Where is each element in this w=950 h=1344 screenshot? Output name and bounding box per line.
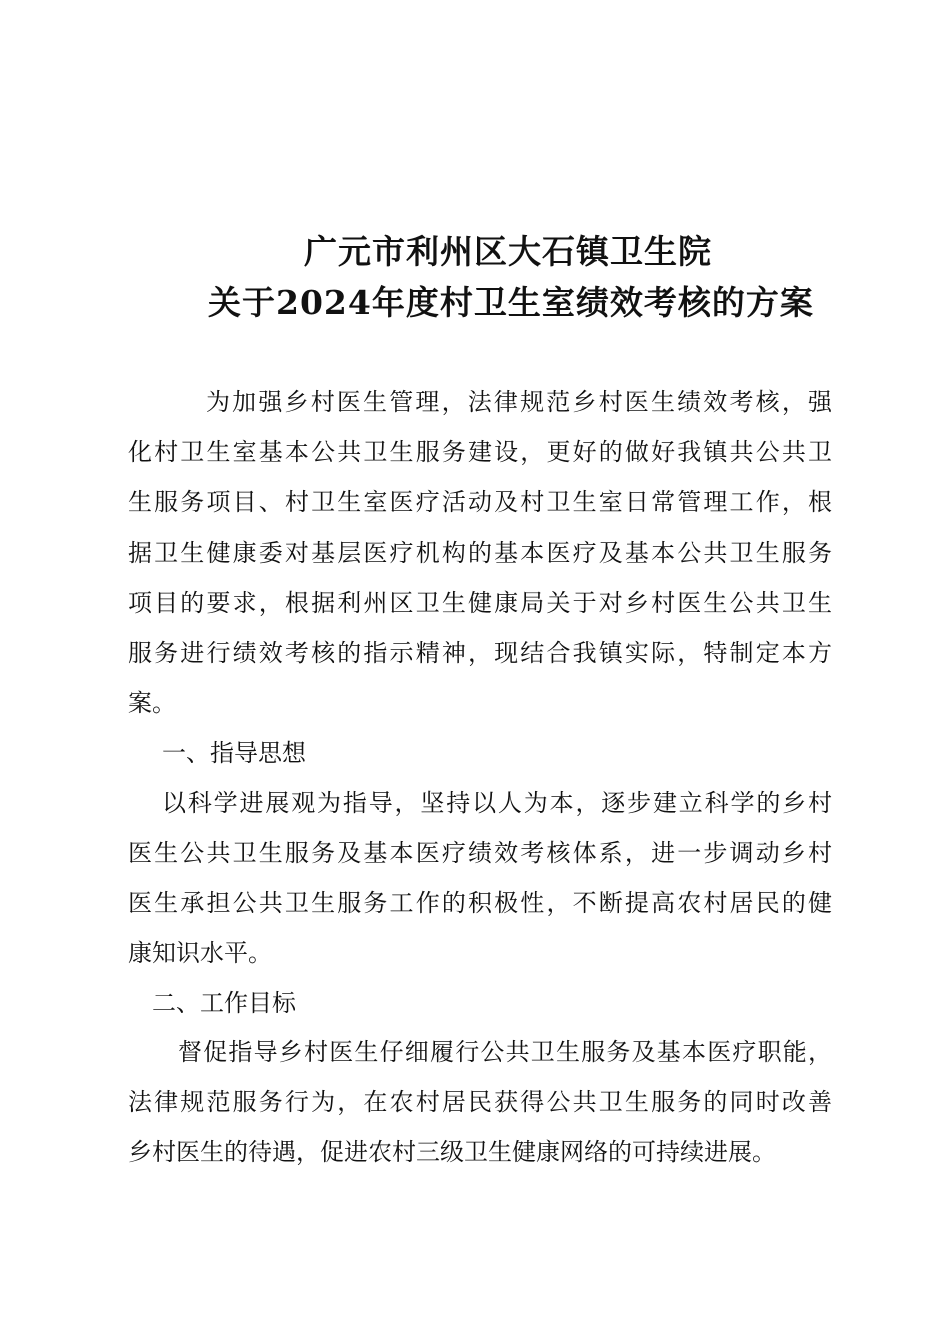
intro-line-3: 生服务项目、村卫生室医疗活动及村卫生室日常管理工作，根 [128, 488, 832, 516]
section1-line-3: 医生承担公共卫生服务工作的积极性，不断提高农村居民的健 [128, 889, 832, 917]
section2-line-3: 乡村医生的待遇，促进农村三级卫生健康网络的可持续进展。 [128, 1138, 776, 1166]
section1-line-4: 康知识水平。 [128, 939, 272, 967]
section1-line-1: 以科学进展观为指导，坚持以人为本，逐步建立科学的乡村 [162, 789, 832, 817]
section2-line-1: 督促指导乡村医生仔细履行公共卫生服务及基本医疗职能， [178, 1038, 832, 1066]
intro-line-4: 据卫生健康委对基层医疗机构的基本医疗及基本公共卫生服务 [128, 539, 832, 567]
intro-line-2: 化村卫生室基本公共卫生服务建设，更好的做好我镇共公共卫 [128, 438, 832, 466]
intro-line-6: 服务进行绩效考核的指示精神，现结合我镇实际，特制定本方 [128, 639, 832, 667]
intro-line-7: 案。 [128, 689, 176, 717]
section-heading-work-goals: 二、工作目标 [152, 989, 296, 1017]
section2-line-2: 法律规范服务行为，在农村居民获得公共卫生服务的同时改善 [128, 1088, 832, 1116]
intro-line-5: 项目的要求，根据利州区卫生健康局关于对乡村医生公共卫生 [128, 589, 832, 617]
document-title-line-2: 关于2024年度村卫生室绩效考核的方案 [208, 283, 814, 322]
section1-line-2: 医生公共卫生服务及基本医疗绩效考核体系，进一步调动乡村 [128, 839, 832, 867]
section-heading-guiding-ideology: 一、指导思想 [162, 739, 306, 767]
intro-line-1: 为加强乡村医生管理，法律规范乡村医生绩效考核，强 [206, 388, 832, 416]
document-title-line-1: 广元市利州区大石镇卫生院 [304, 232, 712, 271]
